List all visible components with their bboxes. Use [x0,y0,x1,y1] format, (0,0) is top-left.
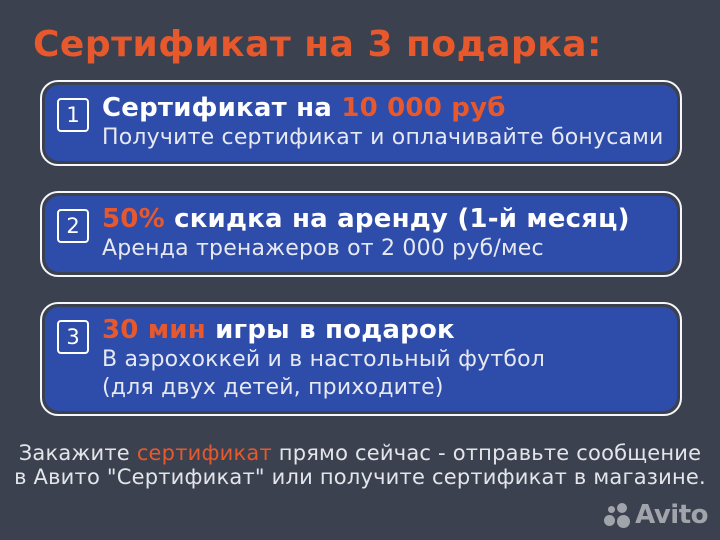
heading-suffix: скидка на аренду (1-й месяц) [164,204,630,235]
avito-wordmark: Avito [635,500,708,530]
offer-number-badge-2: 2 [57,209,89,243]
offer-text-1 [102,92,663,152]
offer-subtitle-1: Получите сертификат и оплачивайте бонусами [102,125,664,151]
offer-card-1 [40,80,682,166]
footer-line-1 [0,441,720,465]
offer-subtitle-3b: (для двух детей, приходите) [102,375,444,401]
offer-heading-1 [102,92,663,124]
offer-subtitle-2: Аренда тренажеров от 2 000 руб/мес [102,236,544,262]
offer-list [0,80,720,416]
offer-number-badge-1: 1 [57,98,89,132]
heading-highlight: 30 мин [102,315,206,346]
heading-highlight: 10 000 руб [341,93,506,124]
heading-suffix: игры в подарок [205,315,455,346]
offer-text-2 [102,203,630,263]
footer-highlighted-word: сертификат [136,441,272,466]
footer-note [0,441,720,489]
footer-text: Закажите [18,441,137,466]
avito-logo-icon [604,502,631,529]
footer-text: прямо сейчас - отправьте сообщение [271,441,702,466]
offer-number-badge-3: 3 [57,320,89,354]
offer-card-3-body [45,307,677,411]
offer-card-2 [40,191,682,277]
offer-heading-2 [102,203,630,235]
avito-watermark [604,500,708,530]
heading-highlight: 50% [102,204,165,235]
offer-heading-3 [102,314,545,346]
heading-prefix: Сертификат на [102,93,342,124]
offer-card-1-body [45,85,677,161]
offer-subtitle-3a: В аэрохоккей и в настольный футбол [102,347,546,373]
page-title: Сертификат на 3 подарка: [33,24,602,65]
footer-line-2: в Авито "Сертификат" или получите сертификат в магазине. [14,465,706,490]
offer-card-3 [40,302,682,416]
offer-card-2-body [45,196,677,272]
offer-text-3 [102,314,545,402]
